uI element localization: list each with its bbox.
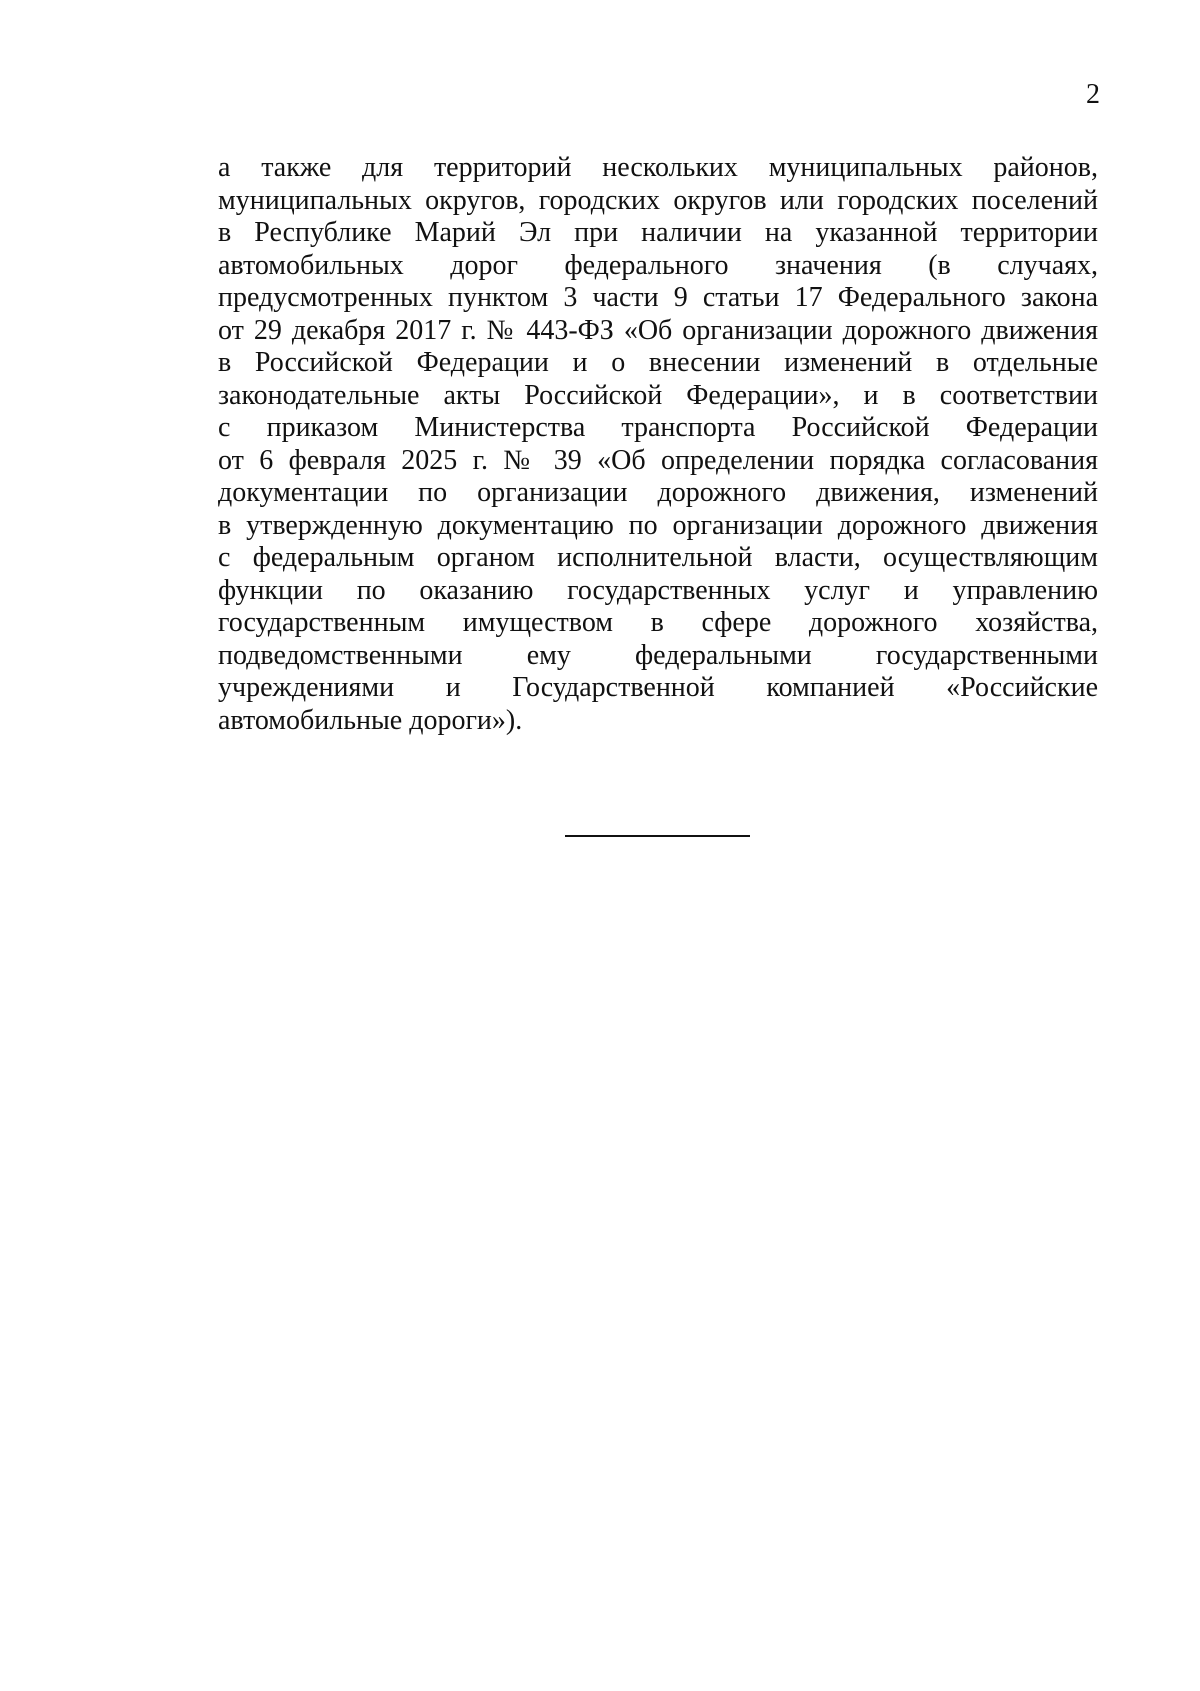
text-line: законодательные акты Российской Федерации», и в соответствии	[218, 379, 1098, 411]
text-line: с федеральным органом исполнительной власти, осуществляющим	[218, 542, 1098, 573]
text-line: учреждениями и Государственной компанией «Российские	[218, 672, 1098, 703]
text-line: автомобильных дорог федерального значения (в случаях,	[218, 249, 1098, 281]
text-line: от 6 февраля 2025 г. № 39 «Об определении порядка согласования	[218, 444, 1098, 476]
text-line: документации по организации дорожного движения, изменений	[218, 477, 1098, 508]
text-line: государственным имуществом в сфере дорожного хозяйства,	[218, 607, 1098, 638]
text-line: от 29 декабря 2017 г. № 443-ФЗ «Об организации дорожного движения	[218, 314, 1098, 346]
text-line: функции по оказанию государственных услуг и управлению	[218, 574, 1098, 606]
text-line: подведомственными ему федеральными государственными	[218, 639, 1098, 671]
text-line: автомобильные дороги»).	[218, 704, 523, 736]
text-line: в утвержденную документацию по организации дорожного движения	[218, 509, 1098, 541]
text-line: муниципальных округов, городских округов или городских поселений	[218, 184, 1098, 216]
body-paragraph	[218, 152, 1098, 737]
text-line: а также для территорий нескольких муниципальных районов,	[218, 152, 1098, 183]
text-line: в Российской Федерации и о внесении изменений в отдельные	[218, 347, 1098, 378]
text-line: предусмотренных пунктом 3 части 9 статьи 17 Федерального закона	[218, 282, 1098, 313]
text-line: с приказом Министерства транспорта Российской Федерации	[218, 412, 1098, 443]
end-of-document-rule	[565, 835, 750, 837]
text-line: в Республике Марий Эл при наличии на указанной территории	[218, 217, 1098, 248]
page-number: 2	[1086, 79, 1100, 110]
